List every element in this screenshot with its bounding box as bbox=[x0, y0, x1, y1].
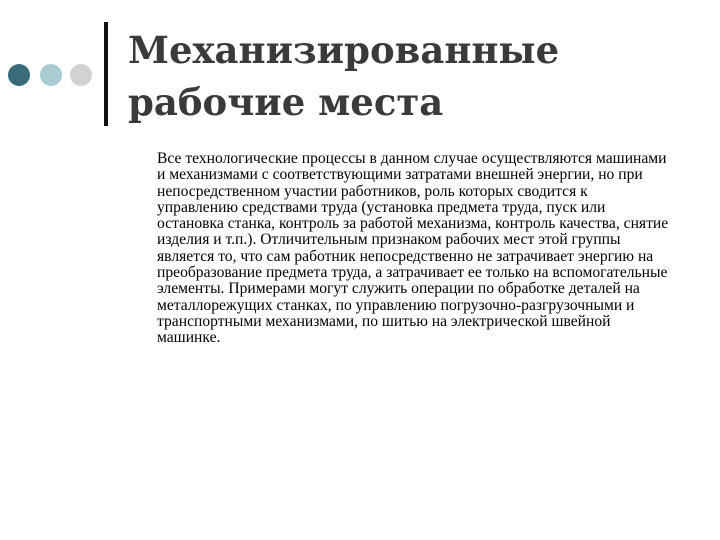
slide-title-line-2: рабочие места bbox=[128, 80, 444, 124]
slide-title-line-1: Механизированные bbox=[128, 28, 560, 72]
title-divider bbox=[104, 22, 108, 126]
decorative-dot-dark bbox=[8, 64, 30, 86]
decorative-dot-light bbox=[70, 64, 92, 86]
slide-title bbox=[128, 24, 688, 128]
decorative-dot-mid bbox=[40, 64, 62, 86]
body-paragraph: Все технологические процессы в данном случае осуществляются машинами и механизмами с соответствующими затратами внешней энергии, но при непосредственном участии работников, роль которых сводится к управлению средствами труда (установка предмета труда, пуск или остановка станка, контроль за работой механизма, контроль качества, снятие изделия и т.п.). Отличительным признаком рабочих мест этой группы является то, что сам работник непосредственно не затрачивает энергию на преобразование предмета труда, а затрачивает ее только на вспомогательные элементы. Примерами могут служить операции по обработке деталей на металлорежущих станках, по управлению погрузочно-разгрузочными и транспортными механизмами, по шитью на электрической швейной машинке. bbox=[157, 150, 669, 347]
